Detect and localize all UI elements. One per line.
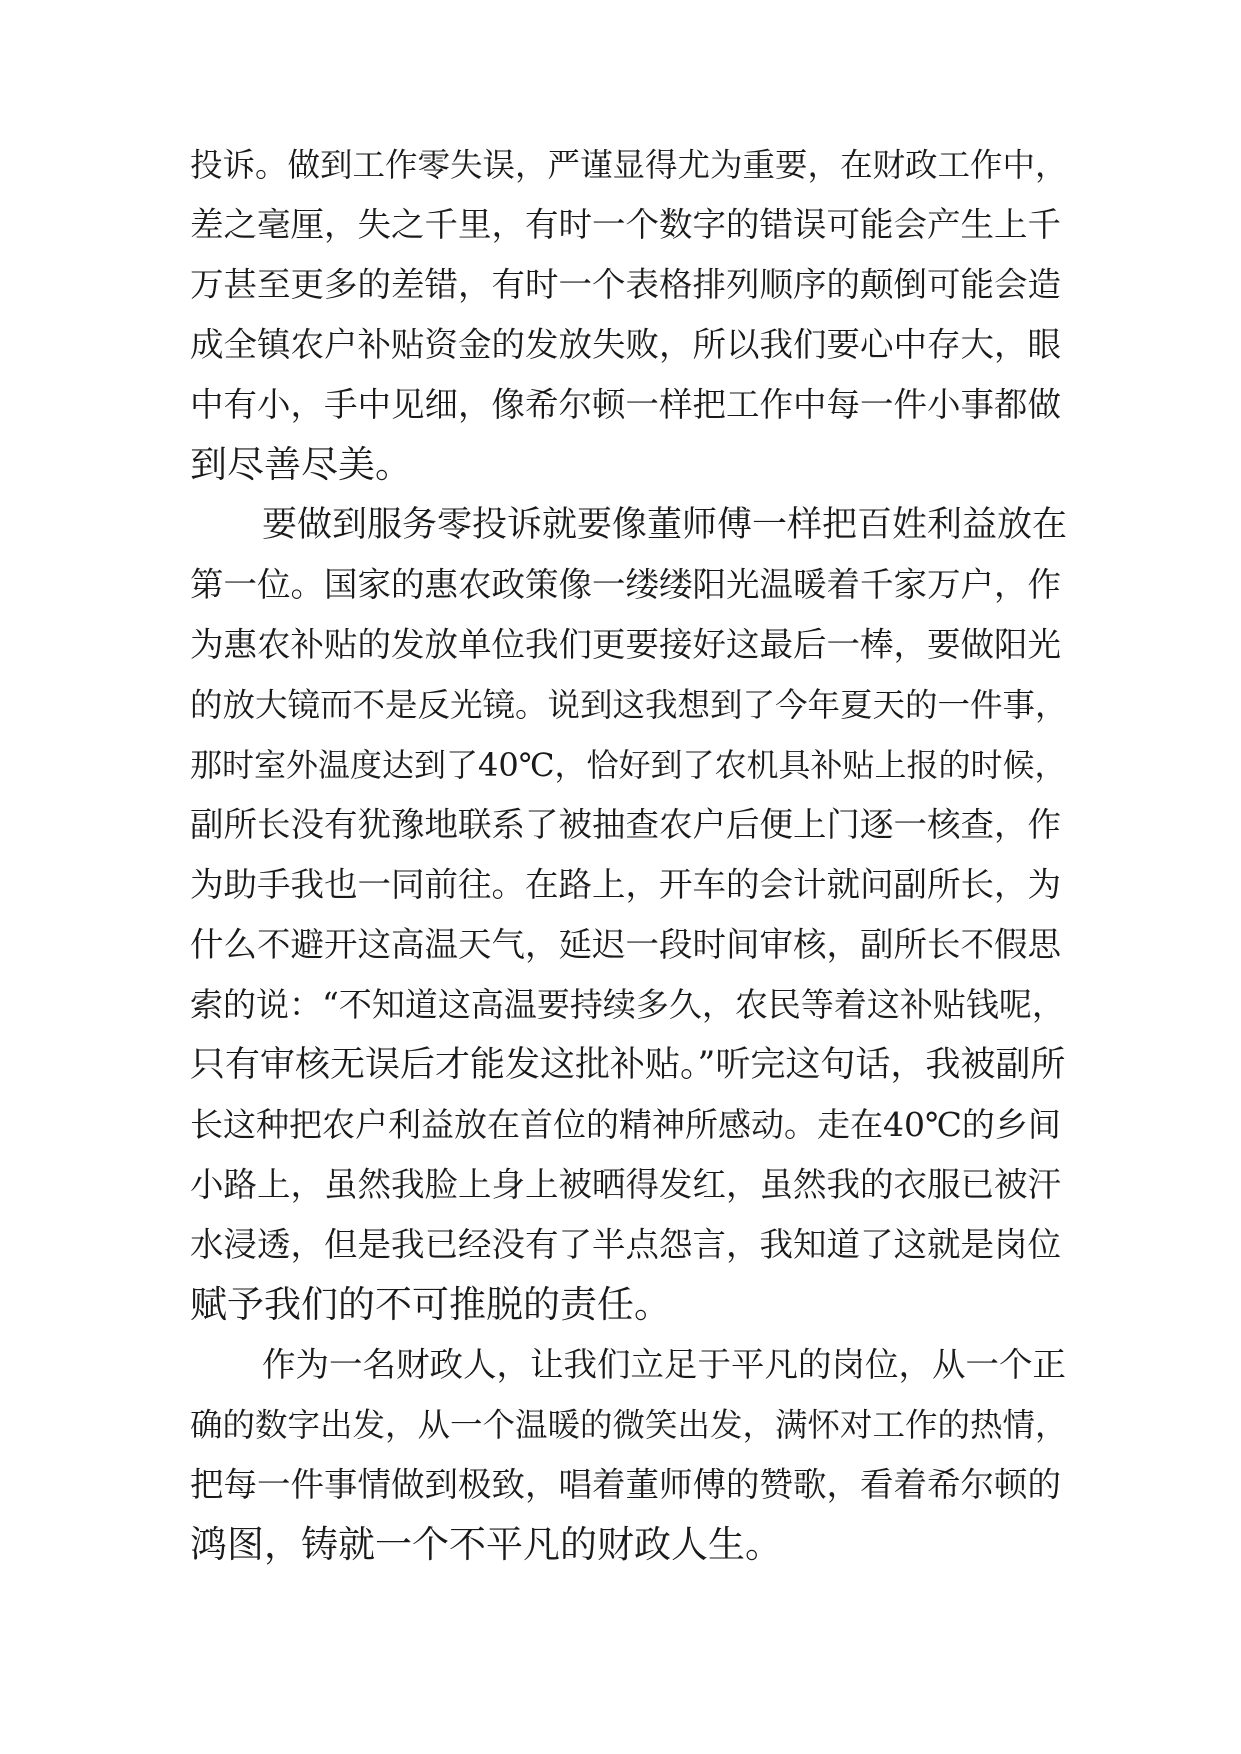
text-line: 第一位。国家的惠农政策像一缕缕阳光温暖着千家万户，作 — [190, 565, 1061, 604]
text-line: 到尽善尽美。 — [190, 443, 412, 486]
text-line: 中有小，手中见细，像希尔顿一样把工作中每一件小事都做 — [190, 385, 1061, 424]
text-line: 副所长没有犹豫地联系了被抽查农户后便上门逐一核查，作 — [190, 805, 1061, 844]
text-line: 成全镇农户补贴资金的发放失败，所以我们要心中存大，眼 — [190, 325, 1061, 364]
paragraph-first-line: 要做到服务零投诉就要像董师傅一样把百姓利益放在 — [262, 505, 1068, 545]
text-line: 那时室外温度达到了40℃，恰好到了农机具补贴上报的时候， — [190, 746, 1067, 784]
text-line: 投诉。做到工作零失误，严谨显得尤为重要，在财政工作中， — [190, 146, 1068, 184]
text-line: 把每一件事情做到极致，唱着董师傅的赞歌，看着希尔顿的 — [190, 1465, 1061, 1504]
text-line: 为助手我也一同前往。在路上，开车的会计就问副所长，为 — [190, 865, 1061, 904]
text-line: 索的说：“不知道这高温要持续多久，农民等着这补贴钱呢， — [190, 985, 1065, 1024]
text-line: 差之毫厘，失之千里，有时一个数字的错误可能会产生上千 — [190, 205, 1061, 244]
text-line: 长这种把农户利益放在首位的精神所感动。走在40℃的乡间 — [190, 1105, 1061, 1144]
text-line: 确的数字出发，从一个温暖的微笑出发，满怀对工作的热情， — [190, 1406, 1068, 1444]
text-line: 为惠农补贴的发放单位我们更要接好这最后一棒，要做阳光 — [190, 625, 1061, 664]
text-line: 什么不避开这高温天气，延迟一段时间审核，副所长不假思 — [190, 925, 1061, 964]
text-line: 万甚至更多的差错，有时一个表格排列顺序的颠倒可能会造 — [190, 265, 1061, 304]
text-line: 只有审核无误后才能发这批补贴。”听完这句话，我被副所 — [190, 1045, 1066, 1085]
text-line: 小路上，虽然我脸上身上被晒得发红，虽然我的衣服已被汗 — [190, 1165, 1061, 1204]
text-line: 赋予我们的不可推脱的责任。 — [190, 1283, 671, 1326]
text-line: 鸿图，铸就一个不平凡的财政人生。 — [190, 1523, 782, 1566]
text-line: 的放大镜而不是反光镜。说到这我想到了今年夏天的一件事， — [190, 686, 1068, 724]
paragraph-first-line: 作为一名财政人，让我们立足于平凡的岗位，从一个正 — [262, 1345, 1066, 1384]
text-line: 水浸透，但是我已经没有了半点怨言，我知道了这就是岗位 — [190, 1225, 1061, 1264]
